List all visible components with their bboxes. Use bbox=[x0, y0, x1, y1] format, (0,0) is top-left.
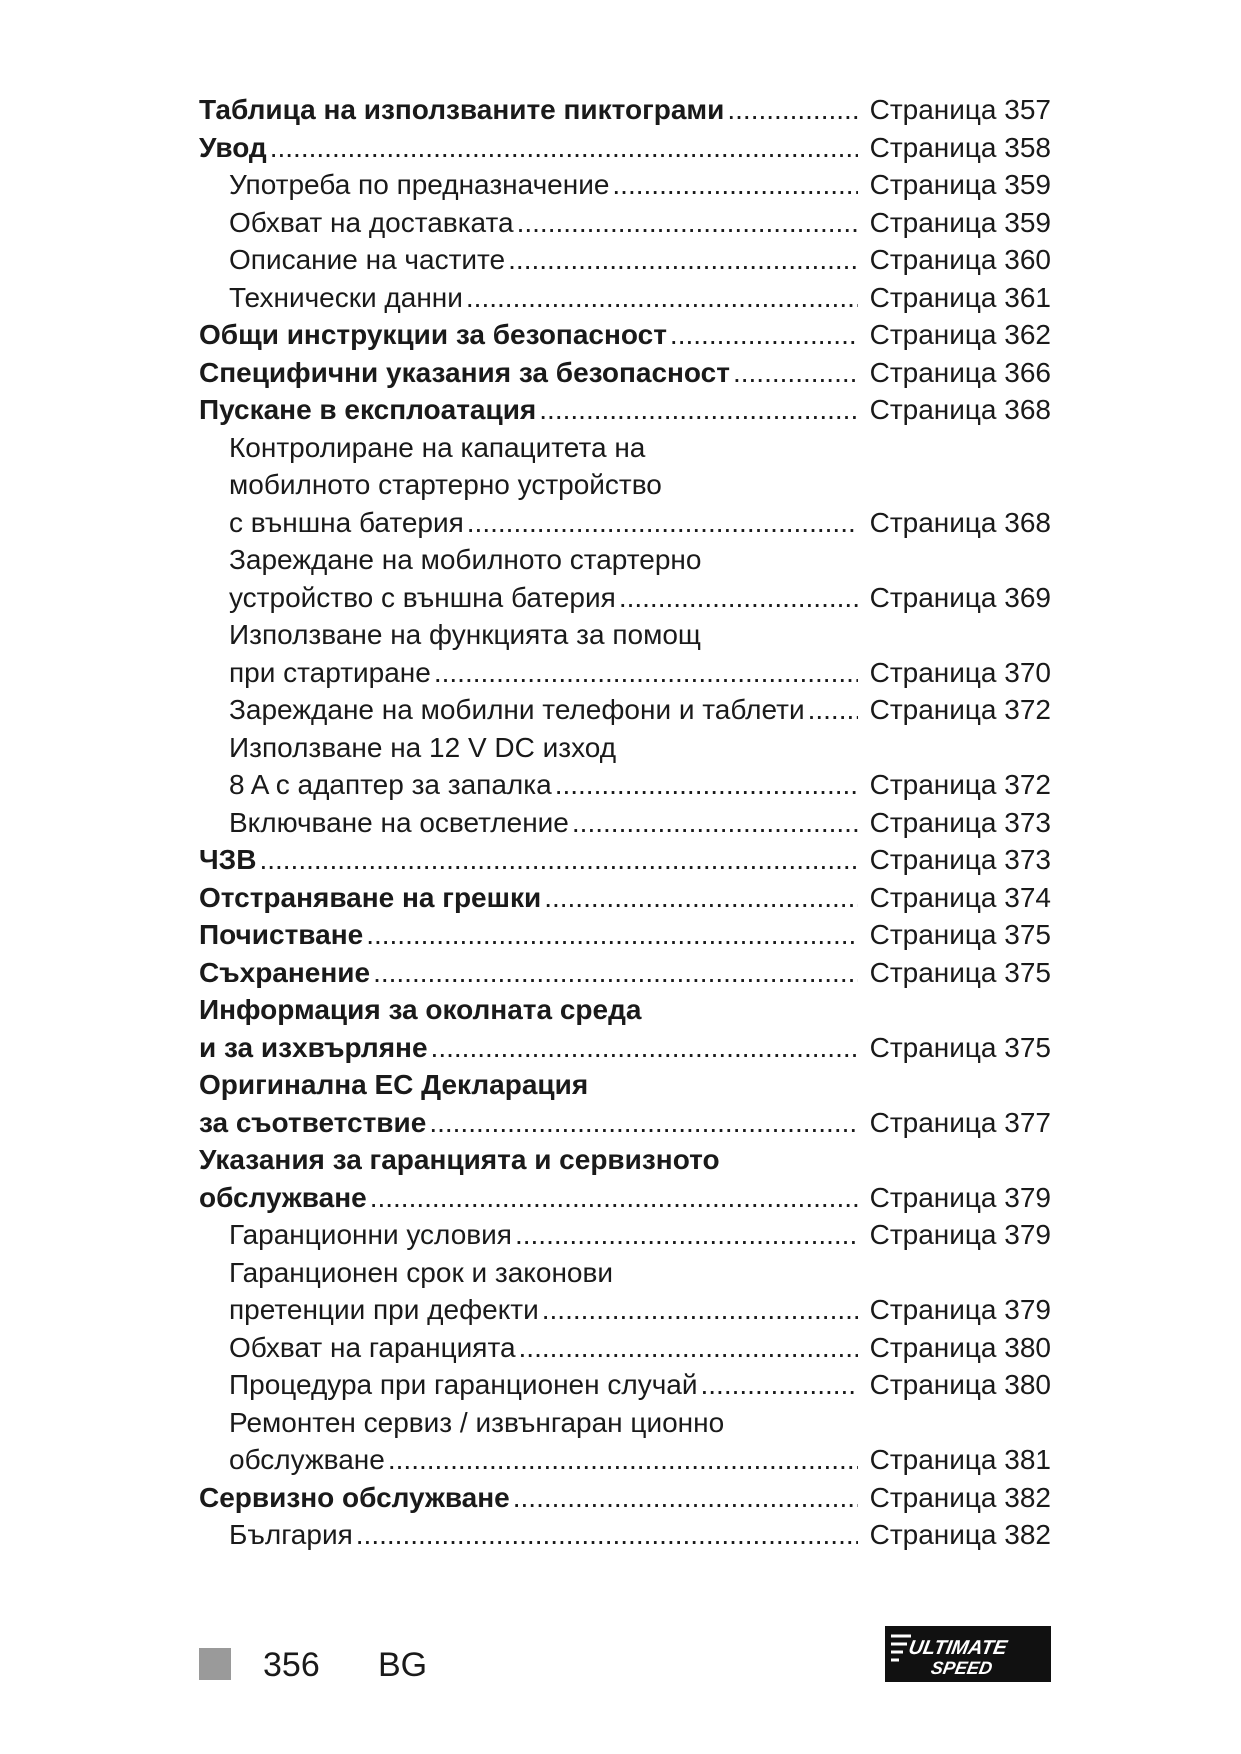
toc-dot-leader bbox=[373, 954, 858, 992]
toc-entry bbox=[199, 1141, 1051, 1179]
toc-entry-page: Страница 379 bbox=[869, 1294, 1051, 1325]
toc-entry-page: Страница 377 bbox=[869, 1106, 1051, 1138]
toc-entry bbox=[199, 1479, 1051, 1517]
toc-entry bbox=[199, 466, 1051, 504]
toc-dot-leader bbox=[466, 279, 858, 317]
toc-entry-page: Страница 359 bbox=[869, 169, 1051, 200]
toc-dot-leader bbox=[508, 241, 858, 279]
toc-entry-page: Страница 366 bbox=[869, 356, 1051, 388]
toc-dot-leader bbox=[539, 391, 858, 429]
toc-entry-title: за съответствие bbox=[199, 1106, 427, 1138]
toc-entry bbox=[199, 916, 1051, 954]
toc-entry-page: Страница 370 bbox=[869, 656, 1051, 688]
toc-dot-leader bbox=[366, 916, 858, 954]
toc-entry-page: Страница 375 bbox=[869, 956, 1051, 988]
toc-dot-leader bbox=[259, 841, 858, 879]
toc-entry bbox=[199, 91, 1051, 129]
toc-entry-title: Сервизно обслужване bbox=[199, 1481, 510, 1513]
toc-entry-page: Страница 380 bbox=[869, 1331, 1051, 1363]
toc-dot-leader bbox=[429, 1104, 858, 1142]
toc-entry-page: Страница 362 bbox=[869, 319, 1051, 350]
toc-entry bbox=[199, 166, 1051, 204]
toc-entry-page: Страница 360 bbox=[869, 244, 1051, 275]
toc-entry-title: Пускане в експлоатация bbox=[199, 394, 537, 425]
toc-entry bbox=[199, 241, 1051, 279]
toc-entry bbox=[199, 1179, 1051, 1217]
toc-entry-title: Включване на осветление bbox=[229, 806, 569, 838]
toc-entry-title: Указания за гаранцията и сервизното bbox=[199, 1144, 720, 1175]
toc-entry bbox=[199, 1441, 1051, 1479]
toc-entry bbox=[199, 279, 1051, 317]
toc-entry-page: Страница 372 bbox=[869, 769, 1051, 800]
toc-entry-page: Страница 382 bbox=[869, 1519, 1051, 1550]
toc-entry-title: Зареждане на мобилното стартерно bbox=[229, 544, 702, 575]
toc-entry bbox=[199, 1029, 1051, 1067]
toc-entry-title: Обхват на гаранцията bbox=[229, 1331, 516, 1363]
toc-entry-title: при стартиране bbox=[229, 656, 431, 688]
toc-entry bbox=[199, 391, 1051, 429]
toc-entry bbox=[199, 616, 1051, 654]
toc-entry-page: Страница 368 bbox=[869, 394, 1051, 425]
toc-entry-title: Съхранение bbox=[199, 956, 371, 988]
table-of-contents bbox=[199, 91, 1051, 1554]
toc-entry-title: Специфични указания за безопасност bbox=[199, 356, 730, 388]
toc-entry bbox=[199, 1254, 1051, 1292]
toc-entry-title: Оригинална ЕС Декларация bbox=[199, 1069, 589, 1100]
toc-dot-leader bbox=[572, 804, 858, 842]
toc-entry-title: Използване на функцията за помощ bbox=[229, 619, 701, 650]
toc-entry bbox=[199, 1291, 1051, 1329]
toc-entry bbox=[199, 1329, 1051, 1367]
toc-dot-leader bbox=[434, 654, 858, 692]
toc-entry-title: Контролиране на капацитета на bbox=[229, 431, 646, 463]
toc-entry bbox=[199, 1104, 1051, 1142]
toc-entry bbox=[199, 691, 1051, 729]
toc-entry bbox=[199, 1216, 1051, 1254]
toc-dot-leader bbox=[467, 504, 858, 542]
toc-entry-title: и за изхвърляне bbox=[199, 1031, 428, 1063]
toc-entry-title: Общи инструкции за безопасност bbox=[199, 319, 667, 350]
toc-entry-page: Страница 373 bbox=[869, 806, 1051, 838]
toc-entry bbox=[199, 504, 1051, 542]
toc-entry-page: Страница 357 bbox=[869, 94, 1051, 125]
toc-entry-title: Гаранционни условия bbox=[229, 1219, 512, 1250]
toc-entry bbox=[199, 1516, 1051, 1554]
toc-entry-title: Обхват на доставката bbox=[229, 206, 514, 238]
toc-entry bbox=[199, 129, 1051, 167]
toc-dot-leader bbox=[388, 1441, 858, 1479]
toc-dot-leader bbox=[701, 1366, 859, 1404]
toc-entry-title: 8 A с адаптер за запалка bbox=[229, 769, 552, 800]
toc-dot-leader bbox=[555, 766, 858, 804]
toc-entry-title: Употреба по предназначение bbox=[229, 169, 610, 200]
toc-entry-title: мобилното стартерно устройство bbox=[229, 469, 662, 500]
toc-dot-leader bbox=[612, 166, 858, 204]
toc-entry-page: Страница 375 bbox=[869, 1031, 1051, 1063]
toc-entry bbox=[199, 429, 1051, 467]
toc-entry-title: с външна батерия bbox=[229, 506, 464, 538]
toc-entry-page: Страница 373 bbox=[869, 844, 1051, 875]
toc-dot-leader bbox=[370, 1179, 858, 1217]
toc-entry bbox=[199, 841, 1051, 879]
toc-entry bbox=[199, 1066, 1051, 1104]
toc-entry bbox=[199, 354, 1051, 392]
toc-entry-page: Страница 359 bbox=[869, 206, 1051, 238]
toc-dot-leader bbox=[733, 354, 858, 392]
toc-entry-title: Описание на частите bbox=[229, 244, 506, 275]
toc-entry-page: Страница 375 bbox=[869, 919, 1051, 950]
toc-entry bbox=[199, 1366, 1051, 1404]
toc-entry-title: Ремонтен сервиз / извънгаран ционно bbox=[229, 1406, 725, 1438]
toc-entry-title: претенции при дефекти bbox=[229, 1294, 539, 1325]
toc-entry bbox=[199, 541, 1051, 579]
toc-dot-leader bbox=[431, 1029, 858, 1067]
toc-entry bbox=[199, 204, 1051, 242]
toc-entry-title: Зареждане на мобилни телефони и таблети bbox=[229, 694, 805, 725]
toc-entry bbox=[199, 579, 1051, 617]
toc-entry bbox=[199, 654, 1051, 692]
toc-entry-title: Отстраняване на грешки bbox=[199, 881, 542, 913]
toc-dot-leader bbox=[270, 129, 858, 167]
toc-dot-leader bbox=[513, 1479, 858, 1517]
toc-dot-leader bbox=[619, 579, 858, 617]
toc-entry-title: ЧЗВ bbox=[199, 844, 257, 875]
footer-gray-square bbox=[199, 1648, 231, 1680]
toc-entry-page: Страница 368 bbox=[869, 506, 1051, 538]
toc-entry bbox=[199, 766, 1051, 804]
toc-dot-leader bbox=[542, 1291, 858, 1329]
toc-entry-title: Гаранционен срок и законови bbox=[229, 1256, 613, 1288]
toc-entry-page: Страница 381 bbox=[869, 1444, 1051, 1475]
toc-entry-page: Страница 374 bbox=[869, 881, 1051, 913]
toc-entry-title: Таблица на използваните пиктограми bbox=[199, 94, 725, 125]
toc-dot-leader bbox=[808, 691, 858, 729]
toc-dot-leader bbox=[544, 879, 858, 917]
ultimate-speed-logo bbox=[885, 1624, 1051, 1684]
toc-entry bbox=[199, 879, 1051, 917]
toc-entry-title: Технически данни bbox=[229, 281, 463, 313]
toc-entry-page: Страница 358 bbox=[869, 131, 1051, 163]
toc-dot-leader bbox=[670, 316, 858, 354]
toc-entry-page: Страница 379 bbox=[869, 1181, 1051, 1213]
toc-entry-title: обслужване bbox=[199, 1181, 367, 1213]
toc-dot-leader bbox=[727, 91, 858, 129]
toc-entry bbox=[199, 729, 1051, 767]
toc-entry-page: Страница 379 bbox=[869, 1219, 1051, 1250]
language-code: BG bbox=[378, 1646, 428, 1684]
toc-entry-title: обслужване bbox=[229, 1444, 385, 1475]
toc-entry bbox=[199, 1404, 1051, 1442]
toc-entry-page: Страница 369 bbox=[869, 581, 1051, 613]
toc-entry-page: Страница 372 bbox=[869, 694, 1051, 725]
toc-dot-leader bbox=[356, 1516, 858, 1554]
page-number: 356 bbox=[263, 1646, 320, 1684]
toc-entry-title: Информация за околната среда bbox=[199, 994, 642, 1025]
toc-entry-title: Процедура при гаранционен случай bbox=[229, 1369, 698, 1400]
toc-entry-page: Страница 382 bbox=[869, 1481, 1051, 1513]
toc-entry-title: устройство с външна батерия bbox=[229, 581, 616, 613]
page-footer bbox=[199, 1637, 1051, 1690]
logo-text-bottom: SPEED bbox=[929, 1658, 994, 1678]
toc-dot-leader bbox=[517, 204, 858, 242]
toc-entry bbox=[199, 804, 1051, 842]
toc-entry-title: Увод bbox=[199, 131, 267, 163]
toc-entry-title: Почистване bbox=[199, 919, 364, 950]
toc-dot-leader bbox=[515, 1216, 858, 1254]
toc-entry bbox=[199, 991, 1051, 1029]
toc-entry-title: Използване на 12 V DC изход bbox=[229, 731, 617, 763]
toc-entry-page: Страница 361 bbox=[869, 281, 1051, 313]
toc-entry-title: България bbox=[229, 1519, 353, 1550]
logo-text-top: ULTIMATE bbox=[906, 1637, 1009, 1659]
toc-entry bbox=[199, 954, 1051, 992]
toc-entry bbox=[199, 316, 1051, 354]
toc-dot-leader bbox=[519, 1329, 858, 1367]
toc-entry-page: Страница 380 bbox=[869, 1369, 1051, 1400]
